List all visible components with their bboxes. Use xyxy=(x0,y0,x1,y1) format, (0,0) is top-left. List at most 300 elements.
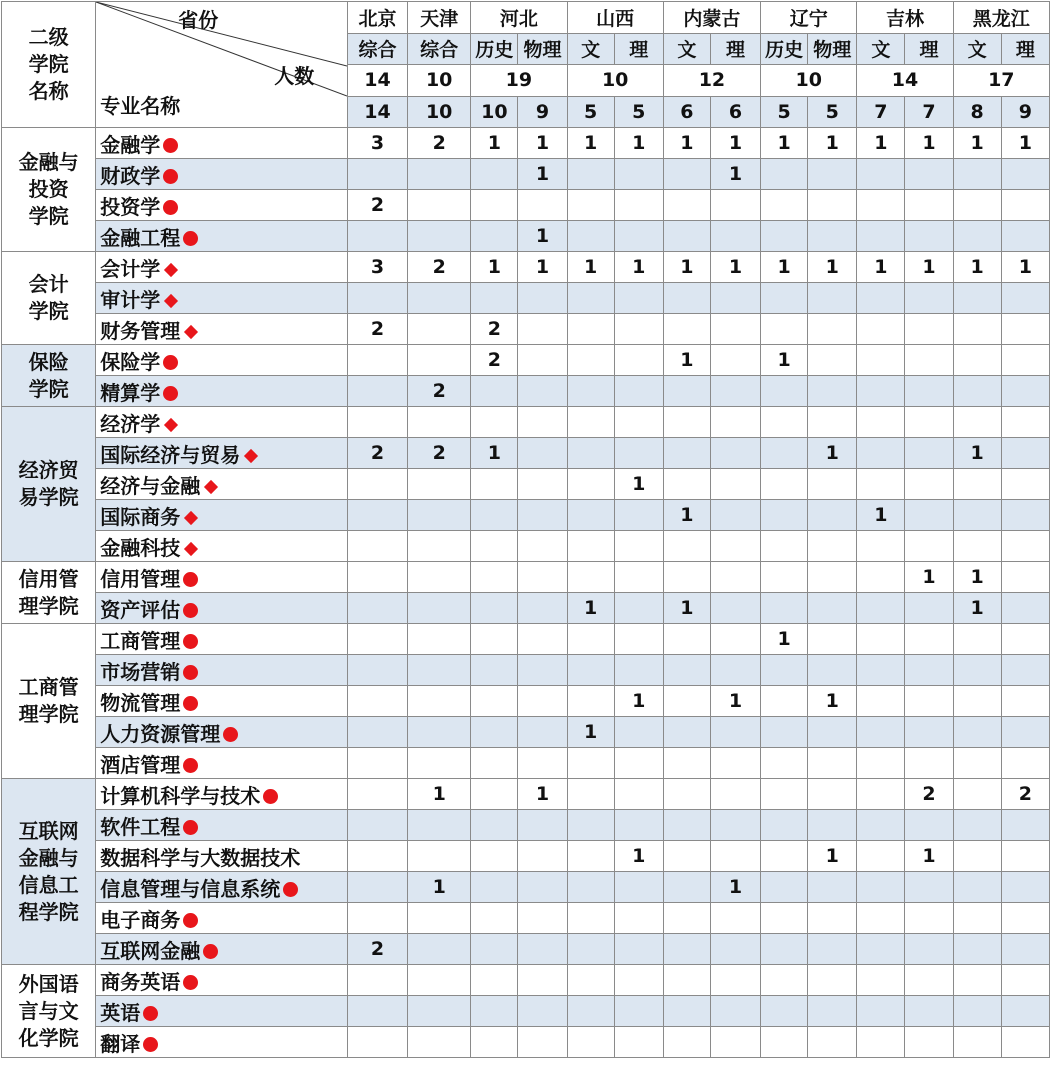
major-name xyxy=(96,779,348,810)
quota-value xyxy=(614,748,663,779)
quota-value xyxy=(614,779,663,810)
subject-header: 文 xyxy=(953,33,1001,65)
quota-value xyxy=(761,1027,808,1058)
quota-value xyxy=(953,872,1001,903)
quota-value xyxy=(905,717,953,748)
quota-value xyxy=(408,965,471,996)
quota-value xyxy=(905,748,953,779)
quota-value: 1 xyxy=(518,128,567,159)
subject-header: 理 xyxy=(614,33,663,65)
quota-value xyxy=(905,655,953,686)
table-row xyxy=(2,562,1050,593)
quota-value: 1 xyxy=(663,593,710,624)
quota-value: 1 xyxy=(710,252,760,283)
subject-header: 文 xyxy=(857,33,905,65)
major-label: 信息管理与信息系统 xyxy=(100,876,281,901)
red-dot-icon xyxy=(183,913,198,928)
quota-value xyxy=(905,500,953,531)
quota-value xyxy=(567,872,614,903)
major-label: 投资学 xyxy=(100,194,161,219)
quota-value xyxy=(567,221,614,252)
quota-value xyxy=(347,872,407,903)
quota-value xyxy=(857,283,905,314)
quota-value xyxy=(710,717,760,748)
quota-value xyxy=(710,934,760,965)
quota-value xyxy=(761,872,808,903)
quota-value xyxy=(471,624,518,655)
table-row xyxy=(2,655,1050,686)
quota-value xyxy=(347,903,407,934)
red-dot-icon xyxy=(163,138,178,153)
quota-value: 1 xyxy=(567,717,614,748)
header-corner xyxy=(96,2,348,128)
quota-value xyxy=(808,1027,857,1058)
quota-value xyxy=(408,159,471,190)
quota-value xyxy=(663,748,710,779)
quota-value xyxy=(808,624,857,655)
major-name xyxy=(96,438,348,469)
quota-value xyxy=(710,190,760,221)
quota-value xyxy=(808,159,857,190)
quota-value xyxy=(710,996,760,1027)
quota-value: 1 xyxy=(857,500,905,531)
quota-value: 1 xyxy=(614,128,663,159)
quota-value xyxy=(567,748,614,779)
major-name xyxy=(96,872,348,903)
quota-value: 1 xyxy=(953,562,1001,593)
quota-value xyxy=(614,996,663,1027)
quota-value xyxy=(1001,376,1049,407)
quota-value xyxy=(408,314,471,345)
quota-value xyxy=(347,779,407,810)
quota-value xyxy=(408,593,471,624)
quota-value xyxy=(857,159,905,190)
quota-value xyxy=(710,624,760,655)
red-diamond-icon xyxy=(164,293,178,307)
table-row xyxy=(2,500,1050,531)
red-dot-icon xyxy=(163,386,178,401)
major-name xyxy=(96,562,348,593)
quota-value xyxy=(614,190,663,221)
quota-value: 1 xyxy=(1001,252,1049,283)
quota-value xyxy=(905,345,953,376)
quota-value xyxy=(710,283,760,314)
quota-value xyxy=(808,531,857,562)
quota-value xyxy=(518,810,567,841)
quota-value: 1 xyxy=(614,686,663,717)
quota-value xyxy=(471,810,518,841)
quota-value xyxy=(857,686,905,717)
quota-value: 1 xyxy=(518,221,567,252)
quota-value: 1 xyxy=(614,841,663,872)
quota-value xyxy=(761,190,808,221)
major-name xyxy=(96,345,348,376)
quota-value: 2 xyxy=(905,779,953,810)
quota-value xyxy=(905,376,953,407)
quota-value xyxy=(567,159,614,190)
quota-value: 3 xyxy=(347,252,407,283)
subject-count: 7 xyxy=(857,96,905,128)
major-label: 会计学 xyxy=(100,256,161,281)
quota-value: 1 xyxy=(663,345,710,376)
quota-value xyxy=(710,748,760,779)
quota-value xyxy=(953,500,1001,531)
red-dot-icon xyxy=(183,820,198,835)
table-row xyxy=(2,903,1050,934)
table-row xyxy=(2,686,1050,717)
quota-value xyxy=(953,190,1001,221)
quota-value xyxy=(347,748,407,779)
quota-value xyxy=(663,376,710,407)
subject-header: 文 xyxy=(663,33,710,65)
quota-value xyxy=(808,469,857,500)
quota-value xyxy=(518,965,567,996)
quota-value xyxy=(518,562,567,593)
quota-value xyxy=(905,283,953,314)
quota-value xyxy=(408,748,471,779)
quota-value xyxy=(347,159,407,190)
quota-value: 2 xyxy=(408,438,471,469)
quota-value xyxy=(808,748,857,779)
red-dot-icon xyxy=(163,169,178,184)
quota-value: 1 xyxy=(808,252,857,283)
quota-value xyxy=(663,221,710,252)
quota-value xyxy=(1001,531,1049,562)
subject-count: 10 xyxy=(471,96,518,128)
table-row xyxy=(2,624,1050,655)
red-dot-icon xyxy=(183,603,198,618)
quota-value xyxy=(408,190,471,221)
department-name: 保险 学院 xyxy=(2,345,96,407)
quota-value xyxy=(1001,190,1049,221)
quota-value xyxy=(614,314,663,345)
quota-value xyxy=(471,748,518,779)
province-header: 黑龙江 xyxy=(953,2,1049,34)
quota-value xyxy=(408,283,471,314)
quota-value xyxy=(567,407,614,438)
red-dot-icon xyxy=(163,355,178,370)
quota-value xyxy=(518,314,567,345)
red-diamond-icon xyxy=(184,324,198,338)
quota-value: 1 xyxy=(518,159,567,190)
quota-value xyxy=(953,1027,1001,1058)
subject-header: 历史 xyxy=(471,33,518,65)
quota-value xyxy=(567,345,614,376)
quota-value xyxy=(518,469,567,500)
major-label: 数据科学与大数据技术 xyxy=(100,845,301,870)
department-name: 经济贸 易学院 xyxy=(2,407,96,562)
quota-value xyxy=(471,903,518,934)
quota-value xyxy=(518,1027,567,1058)
quota-value xyxy=(518,190,567,221)
quota-value xyxy=(1001,438,1049,469)
quota-value xyxy=(710,841,760,872)
quota-value xyxy=(808,779,857,810)
quota-value xyxy=(663,686,710,717)
quota-value: 1 xyxy=(710,686,760,717)
major-name xyxy=(96,190,348,221)
quota-value xyxy=(518,438,567,469)
major-label: 精算学 xyxy=(100,380,161,405)
quota-value xyxy=(347,376,407,407)
red-dot-icon xyxy=(183,975,198,990)
quota-value: 1 xyxy=(761,252,808,283)
subject-count: 6 xyxy=(710,96,760,128)
quota-value xyxy=(905,934,953,965)
red-diamond-icon xyxy=(184,541,198,555)
quota-value xyxy=(408,717,471,748)
quota-value xyxy=(1001,221,1049,252)
quota-value xyxy=(408,903,471,934)
quota-value xyxy=(567,314,614,345)
quota-value xyxy=(1001,159,1049,190)
quota-value xyxy=(761,376,808,407)
table-row xyxy=(2,841,1050,872)
quota-value xyxy=(1001,686,1049,717)
major-label: 电子商务 xyxy=(100,907,181,932)
quota-value xyxy=(953,810,1001,841)
quota-value xyxy=(518,624,567,655)
major-label: 软件工程 xyxy=(100,814,181,839)
province-header: 内蒙古 xyxy=(663,2,760,34)
quota-value xyxy=(471,965,518,996)
subject-header: 综合 xyxy=(408,33,471,65)
table-row xyxy=(2,190,1050,221)
quota-value xyxy=(761,996,808,1027)
quota-value xyxy=(347,500,407,531)
major-label: 计算机科学与技术 xyxy=(100,783,261,808)
quota-value xyxy=(614,1027,663,1058)
major-name xyxy=(96,717,348,748)
quota-value xyxy=(857,376,905,407)
quota-value xyxy=(408,531,471,562)
quota-value xyxy=(710,314,760,345)
subject-count: 5 xyxy=(614,96,663,128)
quota-value xyxy=(518,934,567,965)
quota-value xyxy=(408,996,471,1027)
quota-value xyxy=(953,283,1001,314)
quota-value xyxy=(567,469,614,500)
quota-value: 2 xyxy=(471,345,518,376)
quota-value: 1 xyxy=(857,128,905,159)
table-row xyxy=(2,221,1050,252)
quota-value xyxy=(347,345,407,376)
quota-value xyxy=(347,1027,407,1058)
quota-value xyxy=(857,717,905,748)
quota-value xyxy=(567,779,614,810)
quota-value: 2 xyxy=(347,314,407,345)
quota-value xyxy=(1001,593,1049,624)
corner-count-label: 人数 xyxy=(274,64,315,88)
province-header: 山西 xyxy=(567,2,663,34)
quota-value xyxy=(905,190,953,221)
subject-count: 5 xyxy=(567,96,614,128)
quota-value xyxy=(857,624,905,655)
table-row xyxy=(2,159,1050,190)
quota-value xyxy=(857,748,905,779)
major-name xyxy=(96,748,348,779)
red-dot-icon xyxy=(143,1006,158,1021)
quota-value xyxy=(857,903,905,934)
quota-value xyxy=(567,934,614,965)
subject-count: 9 xyxy=(518,96,567,128)
quota-value xyxy=(710,469,760,500)
quota-value xyxy=(953,748,1001,779)
quota-value: 1 xyxy=(808,438,857,469)
quota-value xyxy=(857,779,905,810)
quota-value: 1 xyxy=(905,562,953,593)
province-total: 14 xyxy=(347,65,407,97)
quota-value xyxy=(953,965,1001,996)
quota-value xyxy=(567,996,614,1027)
major-name xyxy=(96,469,348,500)
quota-value xyxy=(1001,872,1049,903)
quota-value xyxy=(471,872,518,903)
quota-value xyxy=(471,500,518,531)
quota-value xyxy=(710,376,760,407)
quota-value: 2 xyxy=(1001,779,1049,810)
quota-value xyxy=(347,717,407,748)
quota-value xyxy=(953,407,1001,438)
major-name xyxy=(96,1027,348,1058)
quota-value xyxy=(857,965,905,996)
quota-value xyxy=(808,810,857,841)
quota-value xyxy=(1001,500,1049,531)
quota-value xyxy=(857,221,905,252)
quota-value xyxy=(1001,903,1049,934)
quota-value xyxy=(905,686,953,717)
quota-value xyxy=(808,345,857,376)
province-total: 10 xyxy=(408,65,471,97)
major-label: 保险学 xyxy=(100,349,161,374)
quota-value xyxy=(857,190,905,221)
quota-value xyxy=(857,469,905,500)
quota-value xyxy=(710,779,760,810)
quota-value: 1 xyxy=(710,872,760,903)
province-header: 天津 xyxy=(408,2,471,34)
quota-value xyxy=(953,159,1001,190)
red-dot-icon xyxy=(183,634,198,649)
table-row xyxy=(2,345,1050,376)
major-name xyxy=(96,128,348,159)
quota-value xyxy=(905,593,953,624)
table-row xyxy=(2,252,1050,283)
quota-value: 1 xyxy=(471,438,518,469)
quota-value xyxy=(518,531,567,562)
quota-value xyxy=(347,562,407,593)
province-total: 10 xyxy=(567,65,663,97)
quota-value xyxy=(408,221,471,252)
quota-value xyxy=(1001,748,1049,779)
table-row xyxy=(2,438,1050,469)
quota-value xyxy=(614,903,663,934)
quota-value xyxy=(710,407,760,438)
province-total: 19 xyxy=(471,65,567,97)
quota-value xyxy=(808,314,857,345)
quota-value xyxy=(408,345,471,376)
quota-value xyxy=(471,841,518,872)
quota-value xyxy=(663,903,710,934)
subject-header: 综合 xyxy=(347,33,407,65)
quota-value xyxy=(953,779,1001,810)
province-header: 河北 xyxy=(471,2,567,34)
quota-value xyxy=(808,655,857,686)
quota-value: 1 xyxy=(808,128,857,159)
quota-value xyxy=(857,841,905,872)
quota-value xyxy=(663,810,710,841)
red-dot-icon xyxy=(183,231,198,246)
enrollment-table xyxy=(1,1,1050,1058)
quota-value xyxy=(663,159,710,190)
subject-count: 5 xyxy=(761,96,808,128)
quota-value xyxy=(761,686,808,717)
quota-value xyxy=(905,1027,953,1058)
quota-value xyxy=(857,1027,905,1058)
quota-value: 2 xyxy=(471,314,518,345)
quota-value xyxy=(347,221,407,252)
quota-value xyxy=(1001,345,1049,376)
quota-value xyxy=(953,376,1001,407)
quota-value xyxy=(614,407,663,438)
quota-value xyxy=(408,1027,471,1058)
quota-value xyxy=(567,1027,614,1058)
quota-value xyxy=(1001,810,1049,841)
quota-value xyxy=(614,624,663,655)
quota-value: 2 xyxy=(347,438,407,469)
quota-value xyxy=(347,469,407,500)
quota-value: 1 xyxy=(471,128,518,159)
department-name: 会计 学院 xyxy=(2,252,96,345)
quota-value xyxy=(518,996,567,1027)
quota-value xyxy=(1001,624,1049,655)
red-dot-icon xyxy=(143,1037,158,1052)
table-row xyxy=(2,810,1050,841)
subject-count: 7 xyxy=(905,96,953,128)
quota-value xyxy=(905,159,953,190)
quota-value xyxy=(808,190,857,221)
subject-header: 物理 xyxy=(518,33,567,65)
dept-column-header: 二级 学院 名称 xyxy=(2,2,96,128)
subject-count: 6 xyxy=(663,96,710,128)
quota-value xyxy=(710,562,760,593)
major-label: 国际商务 xyxy=(100,504,181,529)
quota-value xyxy=(761,500,808,531)
quota-value xyxy=(471,283,518,314)
quota-value xyxy=(567,841,614,872)
province-total: 17 xyxy=(953,65,1049,97)
quota-value: 2 xyxy=(408,376,471,407)
quota-value xyxy=(953,996,1001,1027)
major-label: 互联网金融 xyxy=(100,938,201,963)
red-dot-icon xyxy=(183,572,198,587)
major-label: 国际经济与贸易 xyxy=(100,442,241,467)
table-row xyxy=(2,748,1050,779)
quota-value xyxy=(347,593,407,624)
quota-value xyxy=(408,500,471,531)
quota-value xyxy=(1001,655,1049,686)
quota-value xyxy=(408,562,471,593)
quota-value: 2 xyxy=(347,190,407,221)
quota-value xyxy=(857,562,905,593)
quota-value xyxy=(408,469,471,500)
quota-value: 1 xyxy=(953,593,1001,624)
table-row xyxy=(2,779,1050,810)
quota-value xyxy=(567,624,614,655)
province-total: 14 xyxy=(857,65,953,97)
major-label: 财政学 xyxy=(100,163,161,188)
quota-value: 2 xyxy=(408,128,471,159)
quota-value xyxy=(567,562,614,593)
